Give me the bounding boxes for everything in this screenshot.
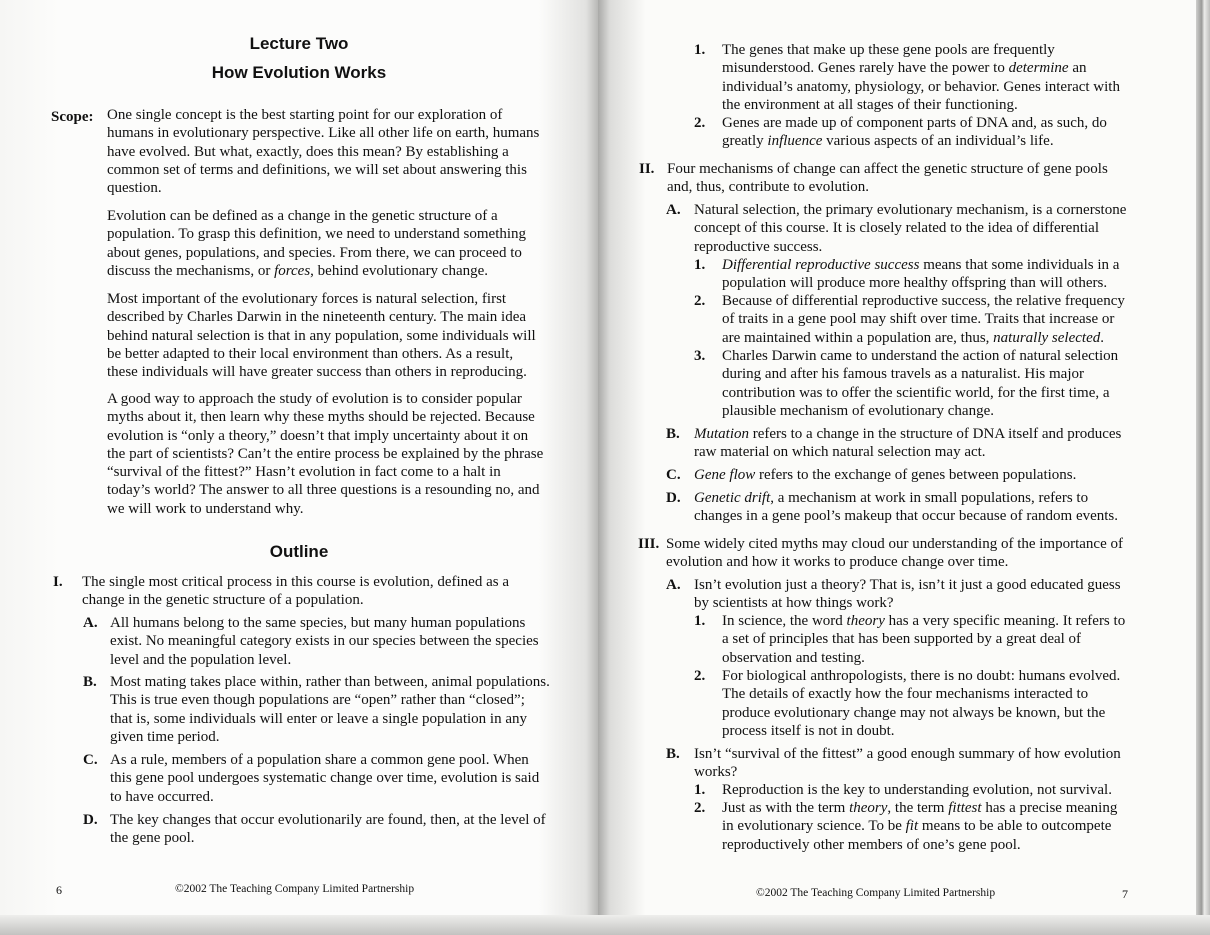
item-label: 2. (694, 668, 706, 684)
section-I-text: The single most critical process in this course is evolution, defined as a change in the genetic structure of a population. (82, 574, 509, 609)
section-III-label: III. (638, 536, 660, 552)
outline-subitem: In science, the word theory has a very specific meaning. It refers to a set of principles that has been supported by a great deal of observation and testing. (722, 613, 1126, 666)
item-label: A. (666, 577, 681, 593)
item-label: B. (83, 674, 97, 690)
outline-item: All humans belong to the same species, but many human populations exist. No meaningful category exists in our species between the species level and the population level. (110, 615, 539, 668)
scope-paragraph: One single concept is the best starting point for our exploration of humans in evolutionary perspective. Like all other life on earth, humans have evolved. But what, exactly, does this mean? By establishing a common set of terms and definitions, we will set about answering this question. (107, 107, 540, 197)
outline-subitem: For biological anthropologists, there is no doubt: humans evolved. The details of exactly how the four mechanisms interacted to produce evolutionary change may not always be known, but the process itself is not in doubt. (722, 668, 1121, 739)
outline-item: Natural selection, the primary evolutionary mechanism, is a cornerstone concept of this course. It is closely related to the idea of differential reproductive success. (694, 202, 1127, 255)
outline-item: Most mating takes place within, rather than between, animal populations. This is true even though populations are “open” rather than “closed”; that is, some individuals will enter or leave a single population in any given time period. (110, 674, 550, 745)
item-label: 2. (694, 293, 706, 309)
outline-subitem: Just as with the term theory, the term fittest has a precise meaning in evolutionary science. To be fit means to be able to outcompete reproductively other members of one’s gene pool. (722, 800, 1118, 853)
lecture-subtitle: How Evolution Works (211, 63, 387, 82)
item-label: D. (666, 490, 681, 506)
item-label: 3. (694, 348, 706, 364)
outline-subitem: Because of differential reproductive success, the relative frequency of traits in a gene pool may shift over time. Traits that increase or are maintained within a population are, thus, naturally selected. (722, 293, 1125, 346)
outline-item: Isn’t evolution just a theory? That is, isn’t it just a good educated guess by scientists at how things work? (694, 577, 1121, 612)
item-label: 2. (694, 800, 706, 816)
outline-subitem: Differential reproductive success means that some individuals in a population will produce more healthy offspring than will others. (722, 257, 1120, 292)
page-footer: ©2002 The Teaching Company Limited Partnership (756, 887, 996, 899)
outline-subitem: The genes that make up these gene pools are frequently misunderstood. Genes rarely have the power to determine an individual’s anatomy, physiology, or behavior. Genes interact with the environment at all stages of their functioning. (722, 42, 1120, 113)
section-II-text: Four mechanisms of change can affect the genetic structure of gene pools and, thus, contribute to evolution. (667, 161, 1108, 196)
item-label: 2. (694, 115, 706, 131)
item-label: D. (83, 812, 98, 828)
outline-item: As a rule, members of a population share a common gene pool. When this gene pool undergoes systematic change over time, evolution is said to have occurred. (110, 752, 540, 805)
item-label: 1. (694, 42, 706, 58)
left-page (0, 0, 598, 935)
scan-shadow (0, 915, 1210, 935)
outline-heading: Outline (269, 542, 329, 561)
page-number: 7 (1122, 887, 1128, 901)
outline-item: Mutation refers to a change in the structure of DNA itself and produces raw material on which natural selection may act. (694, 426, 1122, 461)
outline-subitem: Reproduction is the key to understanding evolution, not survival. (722, 782, 1112, 798)
item-label: 1. (694, 257, 706, 273)
outline-item: Gene flow refers to the exchange of genes between populations. (694, 467, 1077, 483)
item-label: A. (83, 615, 98, 631)
scope-paragraph: Most important of the evolutionary forces is natural selection, first described by Charles Darwin in the nineteenth century. The main idea behind natural selection is that in any population, some individuals will be better adapted to their local environment than others. As a result, these individuals will have greater success than others in reproducing. (107, 291, 536, 381)
item-label: B. (666, 426, 680, 442)
section-I-label: I. (53, 574, 63, 590)
right-page (598, 0, 1196, 935)
scope-paragraph: Evolution can be defined as a change in the genetic structure of a population. To grasp this definition, we need to understand something about genes, populations, and species. From there, we can proceed to discuss the mechanisms, or forces, behind evolutionary change. (107, 208, 527, 279)
item-label: B. (666, 746, 680, 762)
lecture-title: Lecture Two (249, 34, 349, 53)
section-II-label: II. (639, 161, 655, 177)
outline-item: Isn’t “survival of the fittest” a good enough summary of how evolution works? (694, 746, 1121, 781)
scope-label: Scope: (51, 109, 94, 125)
item-label: A. (666, 202, 681, 218)
item-label: 1. (694, 613, 706, 629)
section-III-text: Some widely cited myths may cloud our understanding of the importance of evolution and how it works to produce change over time. (666, 536, 1123, 571)
outline-subitem: Genes are made up of component parts of DNA and, as such, do greatly influence various aspects of an individual’s life. (722, 115, 1107, 150)
outline-item: The key changes that occur evolutionarily are found, then, at the level of the gene pool. (110, 812, 546, 847)
outline-subitem: Charles Darwin came to understand the action of natural selection during and after his famous travels as a naturalist. His major contribution was to offer the scientific world, for the first time, a plausible mechanism of evolutionary change. (722, 348, 1119, 419)
book-edge (1196, 0, 1210, 935)
item-label: 1. (694, 782, 706, 798)
page-number: 6 (56, 883, 62, 897)
outline-item: Genetic drift, a mechanism at work in small populations, refers to changes in a gene pool’s makeup that occur because of random events. (694, 490, 1119, 525)
page-footer: ©2002 The Teaching Company Limited Partnership (175, 883, 415, 895)
item-label: C. (83, 752, 98, 768)
scope-paragraph: A good way to approach the study of evolution is to consider popular myths about it, then learn why these myths should be rejected. Because evolution is “only a theory,” doesn’t that imply uncertainty about it on the part of scientists? Can’t the entire process be explained by the phrase “survival of the fittest?” Hasn’t evolution in fact come to a halt in today’s world? The answer to all three questions is a resounding no, and we will work to understand why. (107, 391, 544, 517)
item-label: C. (666, 467, 681, 483)
